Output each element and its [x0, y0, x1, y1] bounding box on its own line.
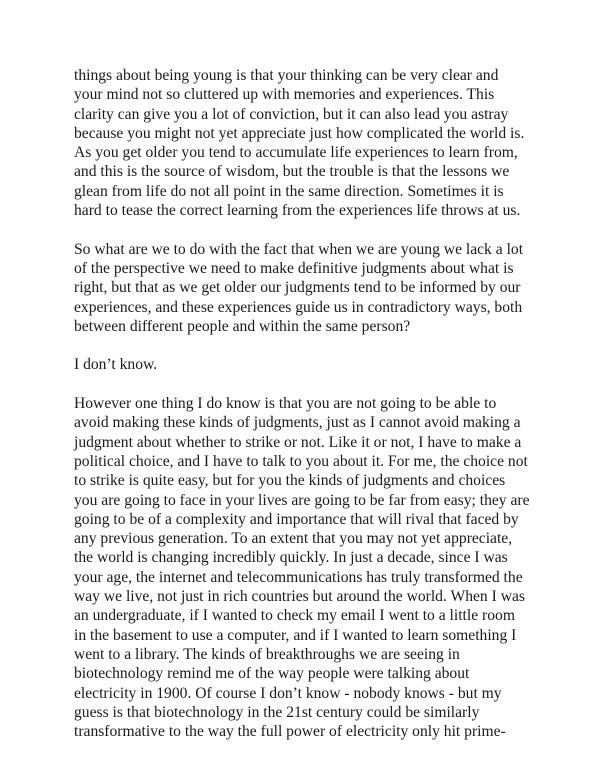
text-line: right, but that as we get older our judgments tend to be informed by our: [74, 279, 521, 297]
paragraph: [74, 240, 554, 336]
text-line: and this is the source of wisdom, but the trouble is that the lessons we: [74, 163, 510, 181]
text-line: However one thing I do know is that you are not going to be able to: [74, 395, 497, 413]
text-line: went to a library. The kinds of breakthroughs we are seeing in: [74, 645, 460, 663]
text-line: an undergraduate, if I wanted to check my email I went to a little room: [74, 607, 515, 625]
text-line: guess is that biotechnology in the 21st century could be similarly: [74, 703, 480, 721]
text-line: So what are we to do with the fact that when we are young we lack a lot: [74, 240, 524, 258]
text-line: the world is changing incredibly quickly. In just a decade, since I was: [74, 549, 508, 567]
text-line: clarity can give you a lot of conviction, but it can also lead you astray: [74, 105, 509, 123]
paragraph: [74, 355, 554, 374]
text-line: electricity in 1900. Of course I don’t know - nobody knows - but my: [74, 684, 502, 702]
text-line: between different people and within the same person?: [74, 317, 411, 335]
text-line: biotechnology remind me of the way people were talking about: [74, 665, 470, 683]
text-line: experiences, and these experiences guide us in contradictory ways, both: [74, 298, 523, 316]
text-line: things about being young is that your thinking can be very clear and: [74, 67, 499, 84]
body-text: [74, 66, 554, 741]
text-line: you are going to face in your lives are going to be far from easy; they are: [74, 491, 530, 509]
paragraph: [74, 394, 554, 741]
text-line: political choice, and I have to talk to you about it. For me, the choice not: [74, 452, 528, 470]
text-line: your age, the internet and telecommunications has truly transformed the: [74, 568, 523, 586]
text-line: glean from life do not all point in the same direction. Sometimes it is: [74, 182, 504, 200]
text-line: because you might not yet appreciate just how complicated the world is.: [74, 124, 525, 142]
text-line: judgment about whether to strike or not. Like it or not, I have to make a: [74, 433, 522, 451]
text-line: avoid making these kinds of judgments, just as I cannot avoid making a: [74, 414, 521, 432]
text-line: I don’t know.: [74, 356, 158, 374]
text-line: in the basement to use a computer, and if I wanted to learn something I: [74, 626, 517, 644]
text-line: going to be of a complexity and importance that will rival that faced by: [74, 510, 519, 528]
text-line: hard to tease the correct learning from the experiences life throws at us.: [74, 202, 521, 220]
text-line: your mind not so cluttered up with memories and experiences. This: [74, 86, 495, 104]
text-line: transformative to the way the full power of electricity only hit prime-: [74, 723, 506, 741]
text-line: way we live, not just in rich countries but around the world. When I was: [74, 588, 525, 606]
text-line: any previous generation. To an extent that you may not yet appreciate,: [74, 530, 513, 548]
text-line: of the perspective we need to make definitive judgments about what is: [74, 259, 514, 277]
paragraph: [74, 66, 554, 220]
text-line: As you get older you tend to accumulate life experiences to learn from,: [74, 144, 518, 162]
text-line: to strike is quite easy, but for you the kinds of judgments and choices: [74, 472, 506, 490]
